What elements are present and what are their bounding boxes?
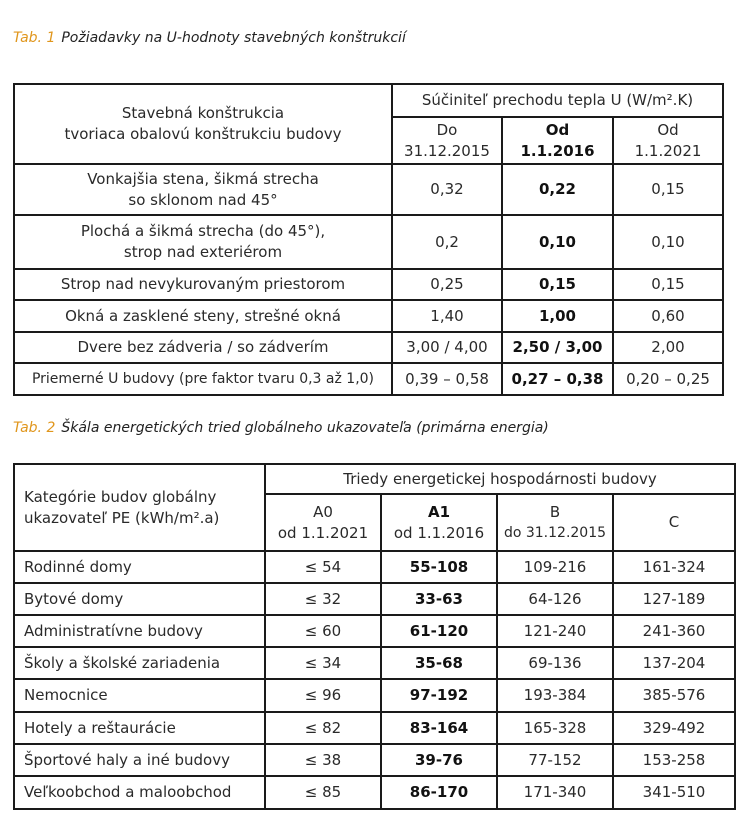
- table-row: [14, 679, 735, 712]
- row-label: Rodinné domy: [14, 551, 265, 583]
- cell-value: 0,60: [613, 300, 723, 332]
- cell-value: 0,15: [502, 269, 613, 300]
- row-label: Administratívne budovy: [14, 615, 265, 647]
- cell-value: ≤ 60: [265, 615, 381, 647]
- row-label: Vonkajšia stena, šikmá strecha so sklonom nad 45°: [14, 164, 392, 215]
- cell-value: 0,15: [613, 164, 723, 215]
- table2-title: Škála energetických tried globálneho ukazovateľa (primárna energia): [61, 420, 549, 436]
- cell-value: 69-136: [497, 647, 613, 679]
- row-label: Športové haly a iné budovy: [14, 744, 265, 776]
- table2-label: Tab. 2: [13, 420, 56, 436]
- cell-value: 39-76: [381, 744, 497, 776]
- cell-value: ≤ 85: [265, 776, 381, 809]
- col-header-line1: Do: [436, 120, 458, 139]
- table-row: [14, 300, 723, 332]
- table2-group-header: Triedy energetickej hospodárnosti budovy: [265, 464, 735, 494]
- cell-value: 161-324: [613, 551, 735, 583]
- table1-col-header-until-2015: [392, 117, 502, 164]
- cell-value: 0,32: [392, 164, 502, 215]
- cell-value: 121-240: [497, 615, 613, 647]
- cell-value: ≤ 96: [265, 679, 381, 712]
- table2-col-header-b: [497, 494, 613, 551]
- table-row: [14, 583, 735, 615]
- cell-value: 0,20 – 0,25: [613, 363, 723, 395]
- col-header-line2: od 1.1.2021: [277, 523, 369, 542]
- row-label: Plochá a šikmá strecha (do 45°), strop nad exteriérom: [14, 215, 392, 269]
- cell-value: 0,22: [502, 164, 613, 215]
- table2-row-header: Kategórie budov globálny ukazovateľ PE (kWh/m².a): [14, 464, 265, 551]
- cell-value: 165-328: [497, 712, 613, 744]
- cell-value: 33-63: [381, 583, 497, 615]
- cell-value: 1,00: [502, 300, 613, 332]
- cell-value: ≤ 32: [265, 583, 381, 615]
- col-header-line1: A1: [427, 502, 451, 521]
- row-label: Školy a školské zariadenia: [14, 647, 265, 679]
- table-row: [14, 215, 723, 269]
- table2-caption: [13, 420, 549, 436]
- cell-value: 1,40: [392, 300, 502, 332]
- row-label: Okná a zasklené steny, strešné okná: [14, 300, 392, 332]
- col-header-line1: A0: [313, 502, 333, 521]
- cell-value: 86-170: [381, 776, 497, 809]
- cell-value: 61-120: [381, 615, 497, 647]
- cell-value: 64-126: [497, 583, 613, 615]
- cell-value: 341-510: [613, 776, 735, 809]
- col-header-line2: 1.1.2021: [634, 141, 702, 160]
- row-label: Hotely a reštaurácie: [14, 712, 265, 744]
- table1-group-header: Súčiniteľ prechodu tepla U (W/m².K): [392, 84, 723, 117]
- cell-value: ≤ 54: [265, 551, 381, 583]
- table1-col-header-from-2016: [502, 117, 613, 164]
- col-header-line2: do 31.12.2015: [503, 524, 607, 541]
- col-header-line1: B: [549, 502, 561, 521]
- col-header-line2: 31.12.2015: [404, 141, 490, 160]
- table-row: [14, 615, 735, 647]
- cell-value: 97-192: [381, 679, 497, 712]
- col-header-line2: od 1.1.2016: [393, 523, 485, 542]
- row-label: Priemerné U budovy (pre faktor tvaru 0,3 až 1,0): [14, 363, 392, 395]
- u-values-table: [13, 83, 724, 396]
- cell-value: 193-384: [497, 679, 613, 712]
- table1-label: Tab. 1: [13, 30, 56, 46]
- table2-col-header-a0: [265, 494, 381, 551]
- cell-value: 0,27 – 0,38: [502, 363, 613, 395]
- table-row: [14, 551, 735, 583]
- table-row: [14, 776, 735, 809]
- table2-col-header-c: C: [613, 494, 735, 551]
- cell-value: 77-152: [497, 744, 613, 776]
- cell-value: 153-258: [613, 744, 735, 776]
- cell-value: 0,2: [392, 215, 502, 269]
- cell-value: 3,00 / 4,00: [392, 332, 502, 363]
- cell-value: 241-360: [613, 615, 735, 647]
- cell-value: 2,50 / 3,00: [502, 332, 613, 363]
- cell-value: ≤ 82: [265, 712, 381, 744]
- row-label: Bytové domy: [14, 583, 265, 615]
- row-label: Strop nad nevykurovaným priestorom: [14, 269, 392, 300]
- cell-value: 109-216: [497, 551, 613, 583]
- cell-value: 0,10: [502, 215, 613, 269]
- cell-value: 55-108: [381, 551, 497, 583]
- table1-row-header: Stavebná konštrukcia tvoriaca obalovú konštrukciu budovy: [14, 84, 392, 164]
- table-row: [14, 332, 723, 363]
- table-row: [14, 744, 735, 776]
- row-label: Dvere bez zádveria / so zádverím: [14, 332, 392, 363]
- table1-col-header-from-2021: [613, 117, 723, 164]
- cell-value: 127-189: [613, 583, 735, 615]
- cell-value: 0,10: [613, 215, 723, 269]
- table-row: [14, 647, 735, 679]
- table-row: [14, 164, 723, 215]
- table1-title: Požiadavky na U-hodnoty stavebných konštrukcií: [61, 30, 406, 46]
- cell-value: ≤ 34: [265, 647, 381, 679]
- cell-value: 0,15: [613, 269, 723, 300]
- cell-value: 0,25: [392, 269, 502, 300]
- cell-value: 35-68: [381, 647, 497, 679]
- row-label: Veľkoobchod a maloobchod: [14, 776, 265, 809]
- table-row: [14, 269, 723, 300]
- cell-value: 329-492: [613, 712, 735, 744]
- cell-value: ≤ 38: [265, 744, 381, 776]
- cell-value: 137-204: [613, 647, 735, 679]
- cell-value: 0,39 – 0,58: [392, 363, 502, 395]
- table-row: [14, 712, 735, 744]
- table1-caption: [13, 30, 406, 46]
- row-label: Nemocnice: [14, 679, 265, 712]
- cell-value: 171-340: [497, 776, 613, 809]
- energy-class-table: [13, 463, 736, 810]
- table-row: [14, 363, 723, 395]
- cell-value: 83-164: [381, 712, 497, 744]
- col-header-line1: Od: [545, 120, 570, 139]
- cell-value: 2,00: [613, 332, 723, 363]
- col-header-line1: Od: [657, 120, 679, 139]
- cell-value: 385-576: [613, 679, 735, 712]
- table2-col-header-a1: [381, 494, 497, 551]
- col-header-line2: 1.1.2016: [520, 141, 595, 160]
